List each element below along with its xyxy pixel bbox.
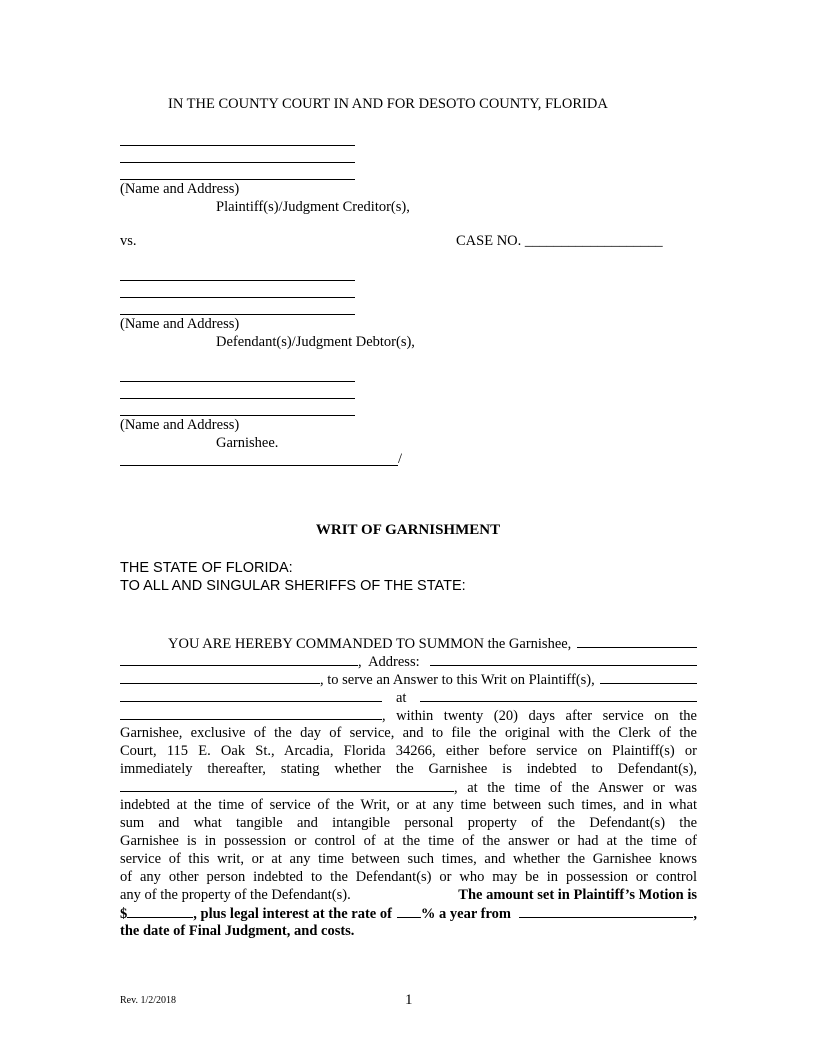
body-line-10: indebted at the time of service of the Writ, or at any time between such times, and in what [120,797,697,813]
page-number: 1 [405,992,413,1008]
defendant-role-label: Defendant(s)/Judgment Debtor(s), [216,334,415,350]
court-heading: IN THE COUNTY COURT IN AND FOR DESOTO COUNTY, FLORIDA [168,96,608,112]
address-label: , Address: [358,654,420,670]
plaintiff-name-line-3[interactable] [120,179,355,180]
garnishee-address-blank-2[interactable] [120,670,320,684]
interest-rate-blank[interactable] [397,904,421,918]
revision-date: Rev. 1/2/2018 [120,995,177,1006]
garnishee-address-blank[interactable] [430,652,697,666]
plaintiff-address-blank[interactable] [420,688,697,702]
body-line-7: Court, 115 E. Oak St., Arcadia, Florida 34266, either before service on Plaintiff(s) or [120,743,697,759]
defendant-name-line-2[interactable] [120,297,355,298]
caption-closing-line [120,465,398,466]
motion-amount-text: The amount set in Plaintiff’s Motion is [458,887,697,903]
case-number-field[interactable]: CASE NO. ___________________ [456,233,663,249]
command-text: YOU ARE HEREBY COMMANDED TO SUMMON the Garnishee, [168,636,572,652]
body-line-14: of any other person indebted to the Defendant(s) or who may be in possession or control [120,869,697,885]
body-line-2 [120,652,697,671]
garnishee-role-label: Garnishee. [216,435,279,451]
within-days-text: , within twenty (20) days after service on the [382,708,697,724]
plaintiff-name-line-2[interactable] [120,162,355,163]
garnishee-name-address-label: (Name and Address) [120,417,240,433]
body-line-1 [120,634,697,653]
garnishee-name-blank-2[interactable] [120,652,358,666]
body-line-11: sum and what tangible and intangible personal property of the Defendant(s) the [120,815,697,831]
plaintiff-attorney-blank[interactable] [600,670,697,684]
defendant-name-address-label: (Name and Address) [120,316,240,332]
dollar-sign: $ [120,906,128,922]
body-line-12: Garnishee is in possession or control of at the time of the answer or had at the time of [120,833,697,849]
body-line-16 [120,904,697,923]
sheriffs-line: TO ALL AND SINGULAR SHERIFFS OF THE STATE: [120,578,466,594]
body-line-5 [120,706,697,725]
serve-answer-text: , to serve an Answer to this Writ on Plaintiff(s), [320,672,595,688]
at-label: at [396,690,407,706]
garnishee-name-line-3[interactable] [120,415,355,416]
plaintiff-address-blank-2[interactable] [120,706,382,720]
interest-text: , plus legal interest at the rate of [193,906,392,922]
body-line-3 [120,670,697,689]
time-of-answer-text: , at the time of the Answer or was [454,780,697,796]
defendant-name-blank[interactable] [120,778,454,792]
body-line-4 [120,688,697,707]
garnishee-name-line-2[interactable] [120,398,355,399]
document-title: WRIT OF GARNISHMENT [315,522,501,538]
year-from-text: % a year from [420,906,511,922]
body-line-13: service of this writ, or at any time between such times, and whether the Garnishee knows [120,851,697,867]
date-from-blank[interactable] [519,904,693,918]
garnishee-name-line-1[interactable] [120,381,355,382]
plaintiff-role-label: Plaintiff(s)/Judgment Creditor(s), [216,199,410,215]
plaintiff-attorney-blank-2[interactable] [120,688,382,702]
amount-blank[interactable] [127,904,193,918]
defendant-name-line-1[interactable] [120,280,355,281]
property-text: any of the property of the Defendant(s). [120,887,351,903]
body-line-8: immediately thereafter, stating whether the Garnishee is indebted to Defendant(s), [120,761,697,777]
body-line-17: the date of Final Judgment, and costs. [120,923,355,939]
body-line-6: Garnishee, exclusive of the day of service, and to file the original with the Clerk of the [120,725,697,741]
body-line-9 [120,778,697,797]
body-line-15 [120,886,697,904]
vs-label: vs. [120,233,137,249]
state-of-florida-line: THE STATE OF FLORIDA: [120,560,293,576]
defendant-name-line-3[interactable] [120,314,355,315]
date-comma: , [693,906,697,922]
caption-closing-slash: / [398,451,403,467]
plaintiff-name-line-1[interactable] [120,145,355,146]
plaintiff-name-address-label: (Name and Address) [120,181,240,197]
garnishee-name-blank[interactable] [577,634,697,648]
